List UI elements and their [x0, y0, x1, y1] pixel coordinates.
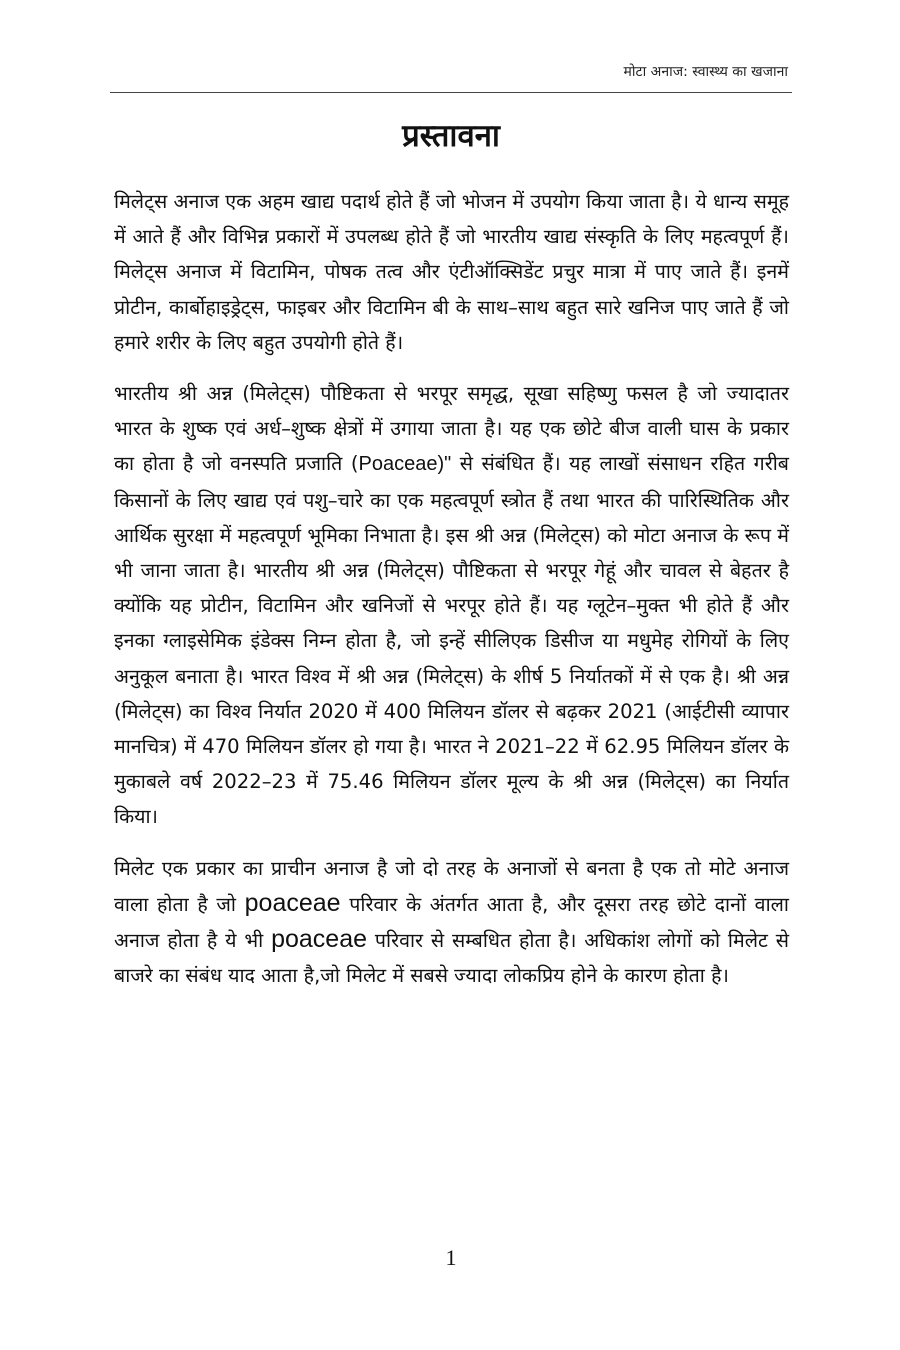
- paragraph-2-text-a: भारतीय श्री अन्न (मिलेट्स) पौष्टिकता से भरपूर समृद्ध, सूखा सहिष्णु फसल है जो ज्यादातर भारत के शुष्क एवं अर्ध–शुष्क क्षेत्रों में उगाया जाता है। यह एक छोटे बीज वाली घास के प्रकार का होता है जो वनस्पति प्रजाति (: [114, 382, 789, 476]
- paragraph-3-latin-term-1: poaceae: [244, 888, 341, 917]
- paragraph-2-latin-term: Poaceae)": [358, 453, 452, 476]
- paragraph-2: [114, 376, 789, 835]
- paragraph-3-text-c: परिवार से सम्बधित होता है। अधिकांश लोगों को मिलेट से बाजरे का संबंध याद आता है,जो मिलेट में सबसे ज्यादा लोकप्रिय होने के कारण होता है।: [114, 929, 789, 988]
- paragraph-3-text-b: परिवार के अंतर्गत आता है, और दूसरा तरह छोटे दानों वाला अनाज होता है ये भी: [114, 892, 789, 953]
- paragraph-1: मिलेट्स अनाज एक अहम खाद्य पदार्थ होते हैं जो भोजन में उपयोग किया जाता है। ये धान्य समूह में आते हैं और विभिन्न प्रकारों में उपलब्ध होते हैं जो भारतीय खाद्य संस्कृति के लिए महत्वपूर्ण हैं। मिलेट्स अनाज में विटामिन, पोषक तत्व और एंटीऑक्सिडेंट प्रचुर मात्रा में पाए जाते हैं। इनमें प्रोटीन, कार्बोहाइड्रेट्स, फाइबर और विटामिन बी के साथ–साथ बहुत सारे खनिज पाए जाते हैं जो हमारे शरीर के लिए बहुत उपयोगी होते हैं।: [114, 190, 789, 354]
- paragraph-3: [114, 851, 789, 994]
- running-header: मोटा अनाज: स्वास्थ्य का खजाना: [623, 64, 788, 80]
- paragraph-3-latin-term-2: poaceae: [271, 925, 368, 954]
- header-divider: [110, 92, 792, 93]
- page-number: 1: [445, 1245, 457, 1270]
- body-text: [114, 184, 789, 1009]
- page-title: प्रस्तावना: [402, 118, 500, 154]
- paragraph-2-text-b: से संबंधित हैं। यह लाखों संसाधन रहित गरीब किसानों के लिए खाद्य एवं पशु–चारे का एक महत्वपूर्ण स्त्रोत हैं तथा भारत की पारिस्थितिक और आर्थिक सुरक्षा में महत्वपूर्ण भूमिका निभाता है। इस श्री अन्न (मिलेट्स) को मोटा अनाज के रूप में भी जाना जाता है। भारतीय श्री अन्न (मिलेट्स) पौष्टिकता से भरपूर गेहूं और चावल से बेहतर है क्योंकि यह प्रोटीन, विटामिन और खनिजों से भरपूर होते हैं। यह ग्लूटेन–मुक्त भी होते हैं और इनका ग्लाइसेमिक इंडेक्स निम्न होता है, जो इन्हें सीलिएक डिसीज या मधुमेह रोगियों के लिए अनुकूल बनाता है। भारत विश्व में श्री अन्न (मिलेट्स) के शीर्ष 5 निर्यातकों में से एक है। श्री अन्न (मिलेट्स) का विश्व निर्यात 2020 में 400 मिलियन डॉलर से बढ़कर 2021 (आईटीसी व्यापार मानचित्र) में 470 मिलियन डॉलर हो गया है। भारत ने 2021–22 में 62.95 मिलियन डॉलर के मुकाबले वर्ष 2022–23 में 75.46 मिलियन डॉलर मूल्य के श्री अन्न (मिलेट्स) का निर्यात किया।: [114, 452, 789, 829]
- paragraph-3-text-a: मिलेट एक प्रकार का प्राचीन अनाज है जो दो तरह के अनाजों से बनता है एक तो मोटे अनाज वाला होता है जो: [114, 856, 789, 916]
